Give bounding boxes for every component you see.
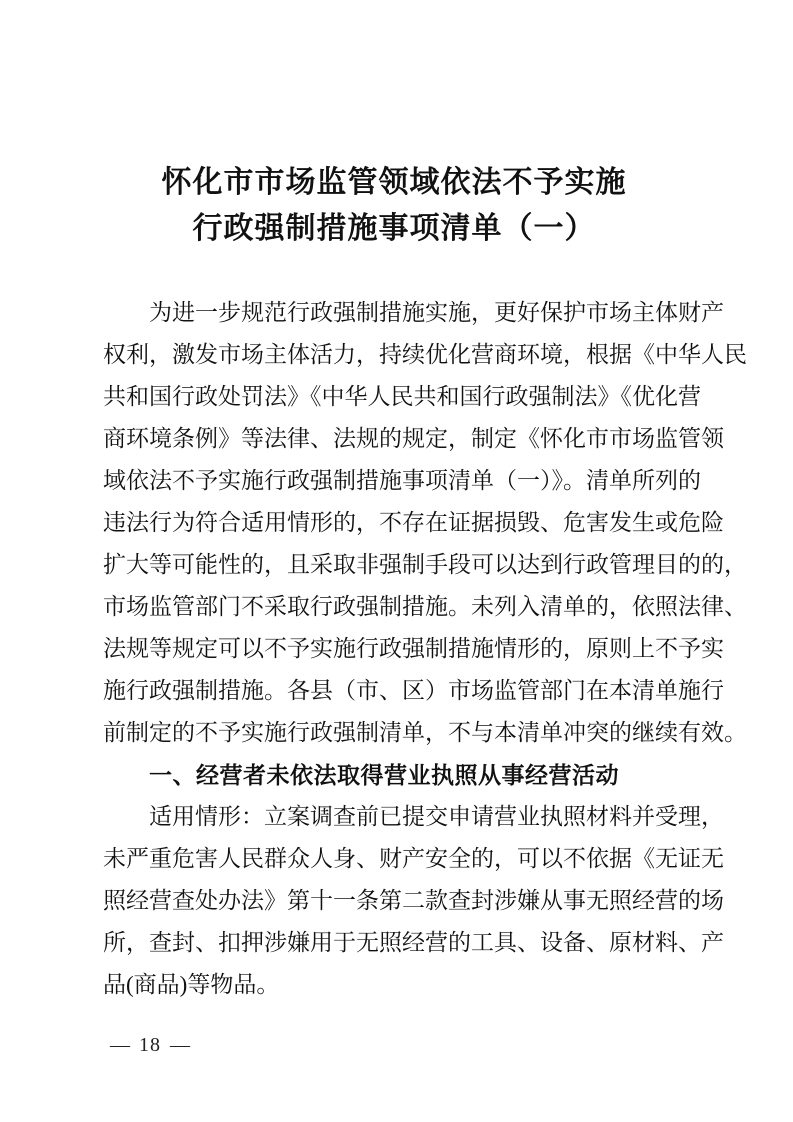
intro-paragraph-line: 施行政强制措施。各县（市、区）市场监管部门在本清单施行 [103,678,724,703]
intro-paragraph-line: 市场监管部门不采取行政强制措施。未列入清单的，依照法律、 [103,594,747,619]
document-title-line-1: 怀化市市场监管领域依法不予实施 [161,166,627,199]
page-number-footer [110,1034,190,1057]
intro-paragraph-line: 扩大等可能性的，且采取非强制手段可以达到行政管理目的的， [103,552,747,577]
section-1-paragraph-line: 品(商品)等物品。 [103,972,280,997]
intro-paragraph-line: 法规等规定可以不予实施行政强制措施情形的，原则上不予实 [103,636,724,661]
intro-paragraph-line: 权利，激发市场主体活力，持续优化营商环境，根据《中华人民 [103,342,747,367]
intro-paragraph-line: 为进一步规范行政强制措施实施，更好保护市场主体财产 [149,300,724,325]
page-number-dash-right: — [170,1034,190,1056]
section-1-paragraph-line: 未严重危害人民群众人身、财产安全的，可以不依据《无证无 [103,846,724,871]
document-title-line-2: 行政强制措施事项清单（一） [192,212,596,245]
intro-paragraph-line: 商环境条例》等法律、法规的规定，制定《怀化市市场监管领 [103,426,724,451]
intro-paragraph-line: 前制定的不予实施行政强制清单，不与本清单冲突的继续有效。 [103,720,747,745]
intro-paragraph-line: 域依法不予实施行政强制措施事项清单（一）》。清单所列的 [103,468,701,493]
section-1-paragraph-line: 所，查封、扣押涉嫌用于无照经营的工具、设备、原材料、产 [103,930,724,955]
section-1-paragraph-line: 适用情形：立案调查前已提交申请营业执照材料并受理， [149,804,724,829]
page-number-dash-left: — [110,1034,130,1056]
page-number: 18 [139,1034,161,1056]
document-title [103,160,685,252]
section-1-paragraph-line: 照经营查处办法》第十一条第二款查封涉嫌从事无照经营的场 [103,888,724,913]
intro-paragraph-line: 共和国行政处罚法》《中华人民共和国行政强制法》《优化营 [103,384,701,409]
document-body [103,292,747,1006]
intro-paragraph-line: 违法行为符合适用情形的，不存在证据损毁、危害发生或危险 [103,510,724,535]
section-1-heading: 一、经营者未依法取得营业执照从事经营活动 [149,762,619,788]
